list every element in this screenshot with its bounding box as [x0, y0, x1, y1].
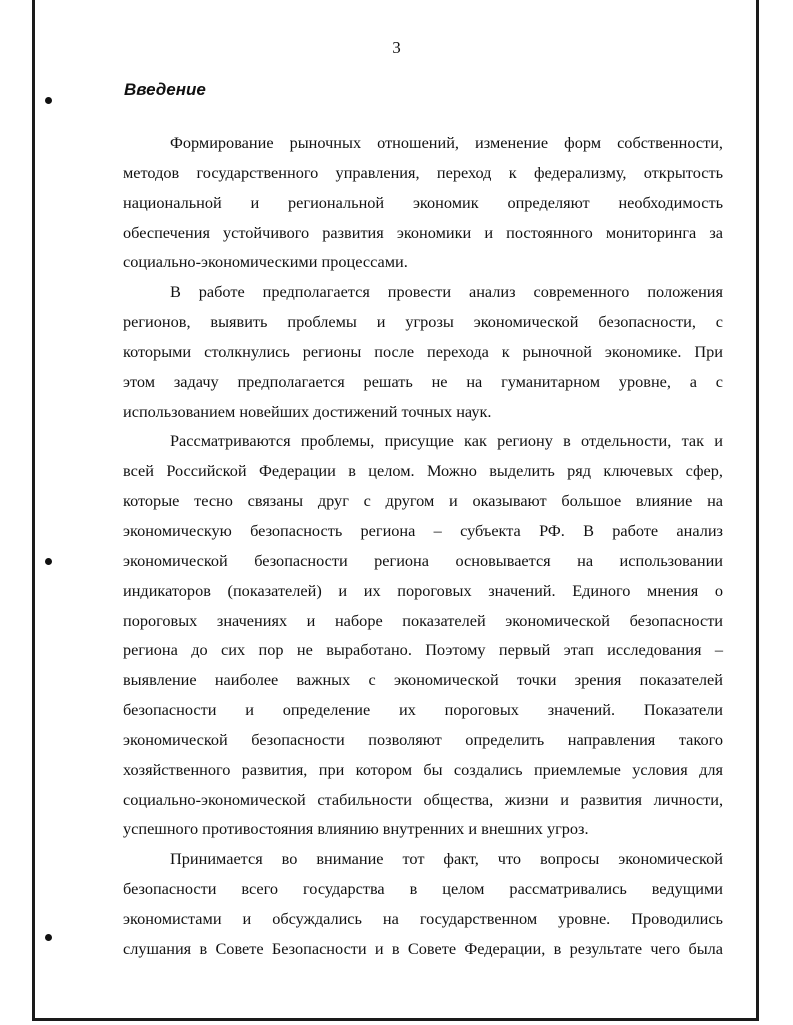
text-line: слушания в Совете Безопасности и в Совете Федерации, в результате чего была: [123, 938, 724, 958]
text-line: В работе предполагается провести анализ современного положения: [170, 282, 723, 302]
paragraph-2: [123, 277, 723, 426]
paragraph-3: [123, 426, 723, 844]
text-line: которыми столкнулись регионы после перехода к рыночной экономике. При: [123, 341, 724, 361]
margin-dot-3: [45, 934, 52, 941]
margin-dot-1: [45, 97, 52, 104]
text-line: социально-экономической стабильности общества, жизни и развития личности,: [123, 789, 724, 809]
text-line: выявление наиболее важных с экономической точки зрения показателей: [123, 670, 723, 690]
text-line: регионов, выявить проблемы и угрозы экономической безопасности, с: [123, 312, 724, 332]
text-line: хозяйственного развития, при котором бы создались приемлемые условия для: [123, 759, 723, 779]
text-line: этом задачу предполагается решать не на гуманитарном уровне, а с: [123, 371, 723, 391]
text-line: региона до сих пор не выработано. Поэтому первый этап исследования –: [123, 640, 724, 660]
paragraph-1: [123, 128, 723, 277]
text-line: Рассматриваются проблемы, присущие как региону в отдельности, так и: [170, 431, 723, 451]
text-line: использованием новейших достижений точных наук.: [123, 401, 492, 421]
text-line: всей Российской Федерации в целом. Можно выделить ряд ключевых сфер,: [123, 461, 723, 481]
body-text: [123, 128, 723, 964]
text-line: экономическую безопасность региона – субъекта РФ. В работе анализ: [123, 520, 723, 540]
text-line: успешного противостояния влиянию внутренних и внешних угроз.: [123, 819, 589, 839]
text-line: индикаторов (показателей) и их пороговых значений. Единого мнения о: [123, 580, 723, 600]
text-line: Формирование рыночных отношений, изменение форм собственности,: [170, 133, 723, 152]
text-line: экономистами и обсуждались на государственном уровне. Проводились: [123, 908, 723, 928]
page-number: 3: [392, 38, 401, 57]
text-line: социально-экономическими процессами.: [123, 252, 408, 272]
text-line: экономической безопасности позволяют определить направления такого: [123, 729, 723, 749]
text-line: методов государственного управления, переход к федерализму, открытость: [123, 162, 724, 182]
margin-dot-2: [45, 558, 52, 565]
text-line: безопасности всего государства в целом рассматривались ведущими: [123, 879, 723, 899]
section-heading: Введение: [124, 80, 206, 99]
text-line: которые тесно связаны друг с другом и оказывают большое влияние на: [123, 491, 724, 511]
text-line: безопасности и определение их пороговых значений. Показатели: [123, 700, 724, 720]
paragraph-4: [123, 844, 723, 963]
text-line: пороговых значениях и наборе показателей экономической безопасности: [123, 610, 724, 630]
text-line: Принимается во внимание тот факт, что вопросы экономической: [170, 849, 723, 869]
text-line: обеспечения устойчивого развития экономики и постоянного мониторинга за: [123, 222, 723, 242]
text-line: национальной и региональной экономик определяют необходимость: [123, 192, 723, 212]
text-line: экономической безопасности региона основывается на использовании: [123, 550, 723, 570]
